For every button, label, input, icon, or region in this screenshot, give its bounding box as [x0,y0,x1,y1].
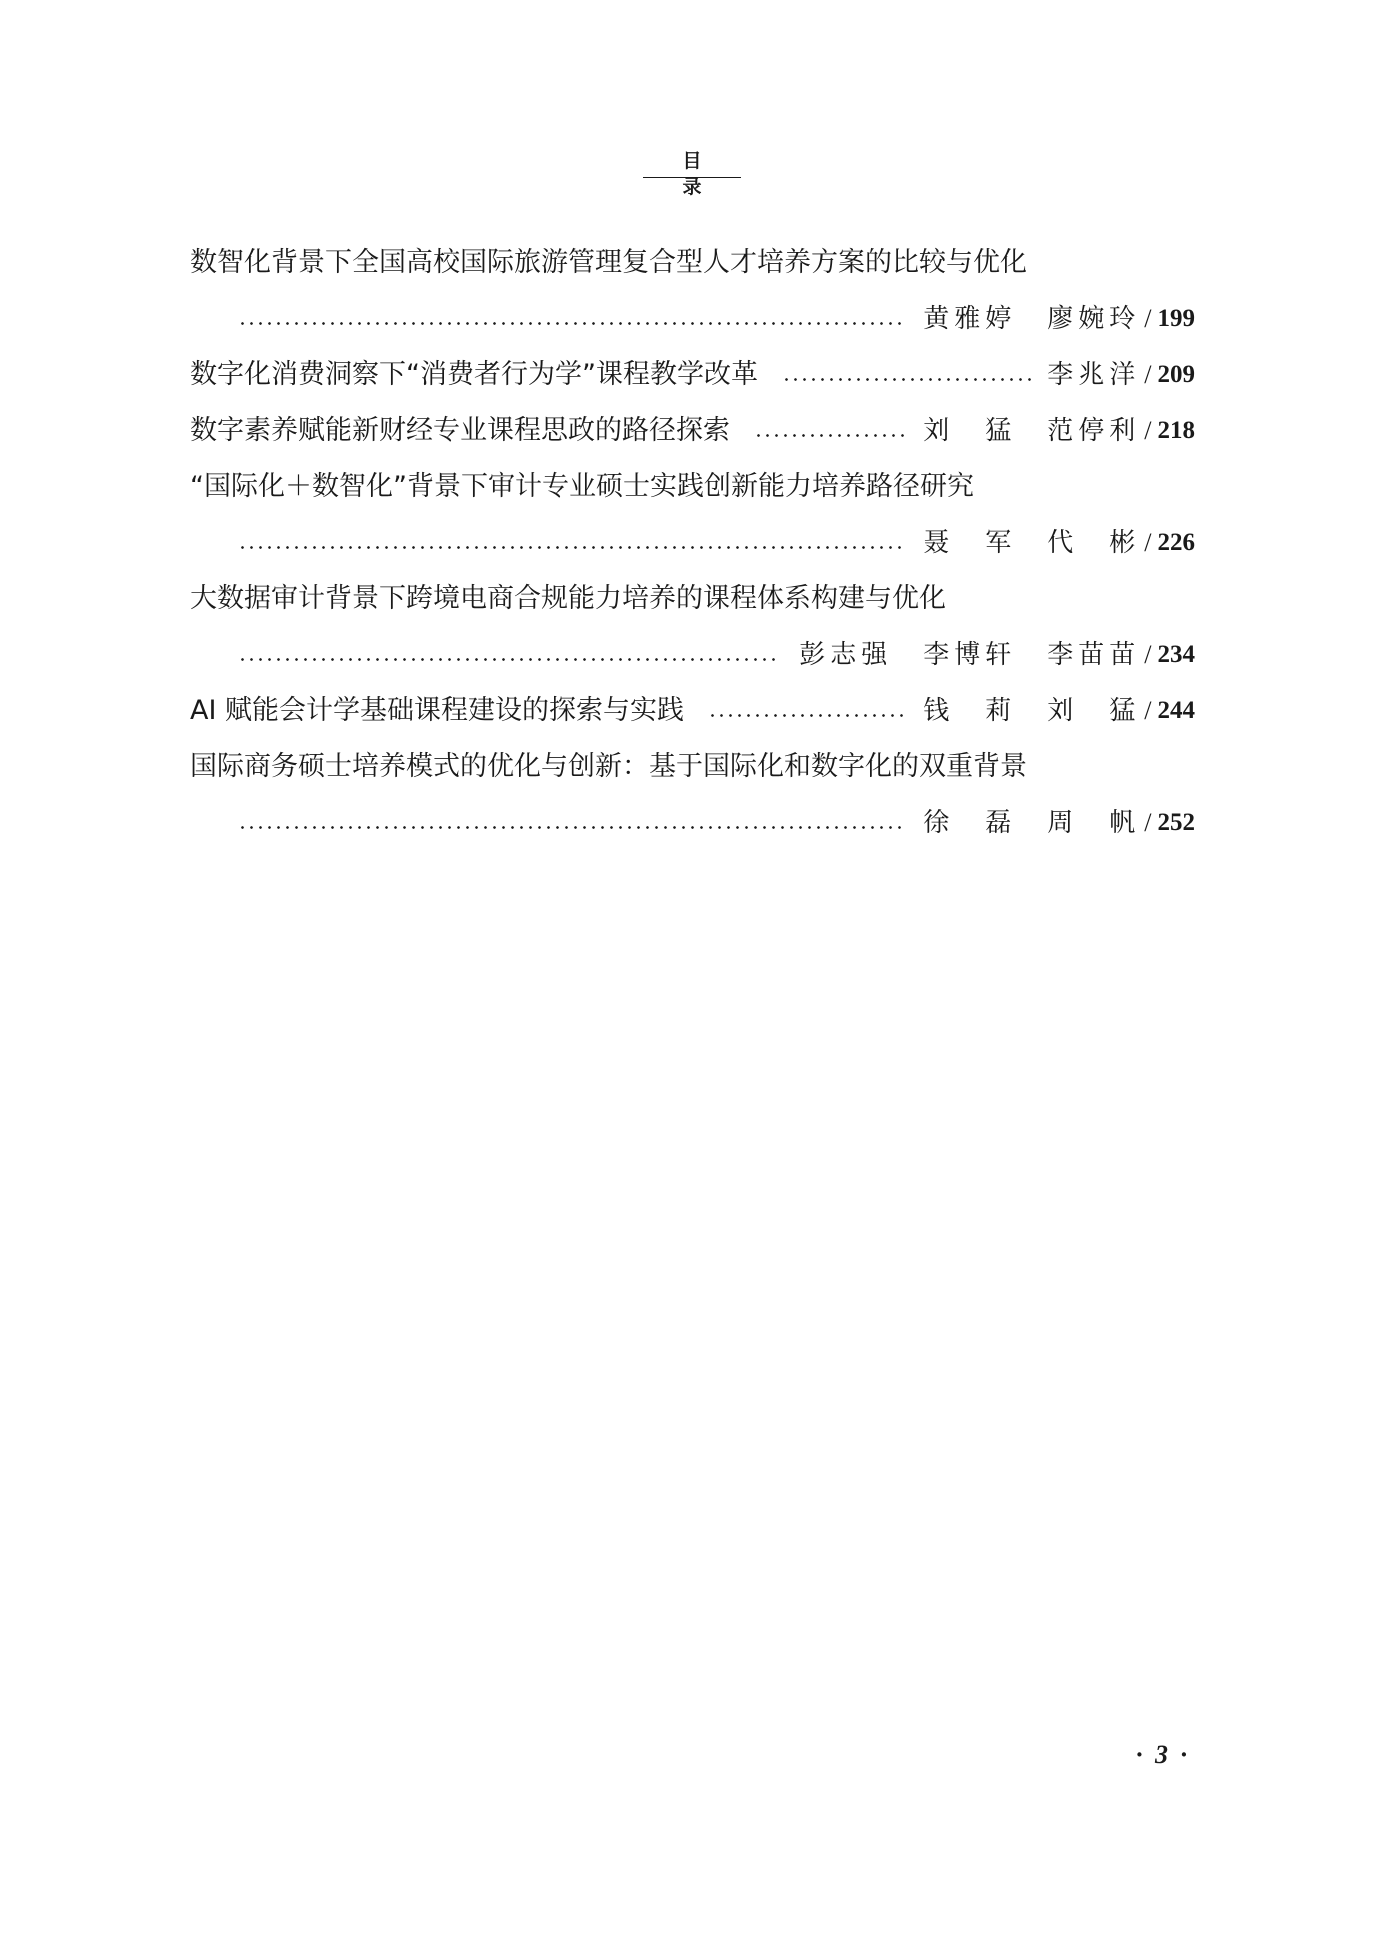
entry-title-line [190,683,1195,739]
entry-authors: 聂 军 代 彬 [923,528,1141,558]
dot-leader [754,434,909,437]
dot-leader [238,826,901,829]
entry-authors: 徐 磊 周 帆 [923,808,1141,838]
table-of-contents [190,235,1195,851]
entry-title: 数智化背景下全国高校国际旅游管理复合型人才培养方案的比较与优化 [190,247,1027,278]
dot-leader [238,658,777,661]
entry-author-line [190,515,1195,571]
entry-authors: 彭志强 李博轩 李苗苗 [799,640,1141,670]
entry-title-line [190,403,1195,459]
entry-title-line [190,347,1195,403]
entry-page-number: 218 [1157,417,1195,444]
dot-leader [782,378,1033,381]
toc-entry[interactable] [190,235,1195,347]
entry-page-number: 226 [1157,529,1195,556]
entry-title: 数字素养赋能新财经专业课程思政的路径探索 [190,415,730,446]
toc-entry[interactable] [190,683,1195,739]
entry-page-number: 234 [1157,641,1195,668]
entry-page-number: 209 [1157,361,1195,388]
separator: / [1144,808,1152,837]
entry-author-line [190,291,1195,347]
toc-entry[interactable] [190,459,1195,571]
entry-author-line [190,627,1195,683]
entry-author-line [190,795,1195,851]
entry-title-line [190,739,1195,795]
entry-title: AI 赋能会计学基础课程建设的探索与实践 [190,695,685,726]
dot-leader [708,714,909,717]
entry-title: 大数据审计背景下跨境电商合规能力培养的课程体系构建与优化 [190,583,946,614]
toc-entry[interactable] [190,739,1195,851]
toc-heading: 目录 [682,150,728,198]
entry-title-line [190,235,1195,291]
separator: / [1144,416,1152,445]
separator: / [1144,304,1152,333]
entry-authors: 黄雅婷 廖婉玲 [923,304,1141,334]
entry-title: 数字化消费洞察下“消费者行为学”课程教学改革 [190,359,758,390]
entry-authors: 刘 猛 范停利 [923,416,1141,446]
page-number: · 3 · [1136,1740,1190,1769]
dot-leader [238,322,901,325]
entry-title: “国际化＋数智化”背景下审计专业硕士实践创新能力培养路径研究 [190,471,974,502]
toc-entry[interactable] [190,347,1195,403]
entry-title-line [190,571,1195,627]
toc-entry[interactable] [190,403,1195,459]
entry-title: 国际商务硕士培养模式的优化与创新：基于国际化和数字化的双重背景 [190,751,1027,782]
separator: / [1144,360,1152,389]
toc-entry[interactable] [190,571,1195,683]
entry-authors: 李兆洋 [1047,360,1141,390]
separator: / [1144,528,1152,557]
separator: / [1144,696,1152,725]
entry-title-line [190,459,1195,515]
heading-underline [643,177,741,178]
separator: / [1144,640,1152,669]
dot-leader [238,546,901,549]
entry-page-number: 252 [1157,809,1195,836]
entry-authors: 钱 莉 刘 猛 [923,696,1141,726]
entry-page-number: 199 [1157,305,1195,332]
entry-page-number: 244 [1157,697,1195,724]
